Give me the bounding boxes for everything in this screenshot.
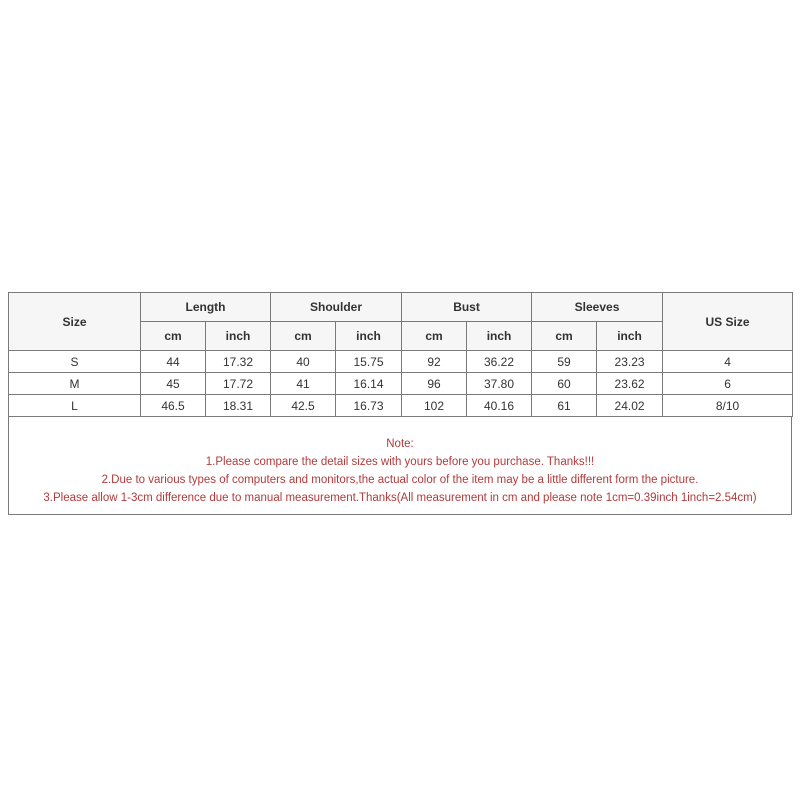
table-row: [9, 395, 793, 417]
value-cell: 59: [532, 351, 597, 373]
sleeves-header: Sleeves: [532, 293, 663, 322]
value-cell: 102: [402, 395, 467, 417]
value-cell: 23.62: [597, 373, 663, 395]
value-cell: 44: [141, 351, 206, 373]
us-size-cell: 8/10: [663, 395, 793, 417]
size-header: Size: [9, 293, 141, 351]
unit-header: inch: [206, 322, 271, 351]
bust-header: Bust: [402, 293, 532, 322]
value-cell: 40.16: [467, 395, 532, 417]
value-cell: 61: [532, 395, 597, 417]
value-cell: 37.80: [467, 373, 532, 395]
unit-header: cm: [141, 322, 206, 351]
size-chart: [8, 292, 792, 515]
note-line: 1.Please compare the detail sizes with yours before you purchase. Thanks!!!: [205, 456, 595, 468]
unit-header: inch: [467, 322, 532, 351]
value-cell: 17.72: [206, 373, 271, 395]
value-cell: 45: [141, 373, 206, 395]
shoulder-header: Shoulder: [271, 293, 402, 322]
value-cell: 42.5: [271, 395, 336, 417]
value-cell: 40: [271, 351, 336, 373]
unit-header: inch: [597, 322, 663, 351]
size-cell: S: [9, 351, 141, 373]
value-cell: 92: [402, 351, 467, 373]
note-title: Note:: [386, 438, 414, 450]
value-cell: 23.23: [597, 351, 663, 373]
value-cell: 18.31: [206, 395, 271, 417]
table-row: [9, 373, 793, 395]
value-cell: 36.22: [467, 351, 532, 373]
note-box: [8, 417, 792, 515]
length-header: Length: [141, 293, 271, 322]
value-cell: 60: [532, 373, 597, 395]
value-cell: 96: [402, 373, 467, 395]
value-cell: 46.5: [141, 395, 206, 417]
value-cell: 24.02: [597, 395, 663, 417]
size-table: [8, 292, 793, 417]
value-cell: 15.75: [336, 351, 402, 373]
unit-header: cm: [402, 322, 467, 351]
value-cell: 17.32: [206, 351, 271, 373]
note-line: 3.Please allow 1-3cm difference due to manual measurement.Thanks(All measurement in cm and please note 1cm=0.39inch 1inch=2.54cm): [43, 492, 757, 504]
value-cell: 16.73: [336, 395, 402, 417]
unit-header: cm: [532, 322, 597, 351]
unit-header: inch: [336, 322, 402, 351]
value-cell: 41: [271, 373, 336, 395]
note-line: 2.Due to various types of computers and monitors,the actual color of the item may be a little different form the picture.: [101, 474, 699, 486]
table-row: [9, 351, 793, 373]
unit-header: cm: [271, 322, 336, 351]
header-row-groups: [9, 293, 793, 322]
size-cell: M: [9, 373, 141, 395]
us-size-cell: 4: [663, 351, 793, 373]
us-size-header: US Size: [663, 293, 793, 351]
us-size-cell: 6: [663, 373, 793, 395]
value-cell: 16.14: [336, 373, 402, 395]
size-cell: L: [9, 395, 141, 417]
